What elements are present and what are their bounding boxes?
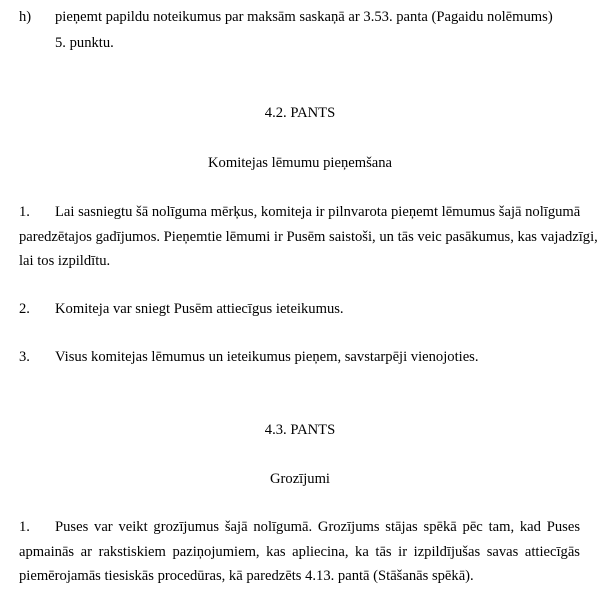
section-4-2-para-1-line-3: lai tos izpildītu. — [19, 253, 111, 269]
section-4-3-para-1-line-2: apmainās ar rakstiskiem paziņojumiem, kas apliecina, ka tās ir izpildījušas savas attiecīgās — [19, 544, 580, 560]
section-4-2-title: Komitejas lēmumu pieņemšana — [208, 155, 392, 171]
section-4-2-para-1-number: 1. — [19, 204, 30, 220]
section-4-2-para-2-number: 2. — [19, 301, 30, 317]
item-h-marker: h) — [19, 9, 32, 25]
item-h-text-line-1: pieņemt papildu noteikumus par maksām saskaņā ar 3.53. panta (Pagaidu nolēmums) — [55, 9, 553, 25]
section-4-2-para-1-line-1: Lai sasniegtu šā nolīguma mērķus, komiteja ir pilnvarota pieņemt lēmumus šajā nolīgumā — [55, 204, 581, 220]
section-4-3-para-1-line-1: Puses var veikt grozījumus šajā nolīgumā. Grozījums stājas spēkā pēc tam, kad Puses — [55, 519, 580, 535]
section-4-3-para-1-line-3: piemērojamās tiesiskās procedūras, kā paredzēts 4.13. pantā (Stāšanās spēkā). — [19, 568, 474, 584]
section-4-3-para-1-number: 1. — [19, 519, 30, 535]
section-4-2-heading: 4.2. PANTS — [264, 105, 336, 121]
item-h-text-line-2: 5. punktu. — [55, 35, 114, 51]
section-4-2-para-1-line-2: paredzētajos gadījumos. Pieņemtie lēmumi ir Pusēm saistoši, un tās veic pasākumus, kas vajadzīgi, — [19, 229, 598, 245]
section-4-3-title: Grozījumi — [270, 471, 330, 487]
section-4-2-para-2-line-1: Komiteja var sniegt Pusēm attiecīgus ieteikumus. — [55, 301, 344, 317]
section-4-3-heading: 4.3. PANTS — [264, 422, 336, 438]
section-4-2-para-3-number: 3. — [19, 349, 30, 365]
section-4-2-para-3-line-1: Visus komitejas lēmumus un ieteikumus pieņem, savstarpēji vienojoties. — [55, 349, 479, 365]
